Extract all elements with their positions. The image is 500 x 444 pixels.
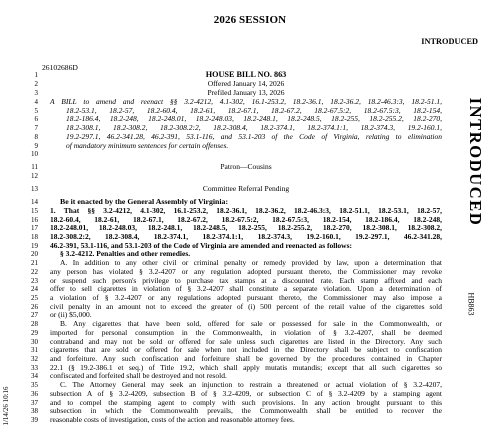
body-line: imported for personal consumption in the Commonwealth, in violation of § 3.2-4207, shall be deemed <box>50 328 442 337</box>
committee-referral: Committee Referral Pending <box>202 184 290 193</box>
line-number: 22 <box>31 268 38 276</box>
line-number: 33 <box>31 364 38 372</box>
line-number: 11 <box>31 163 38 171</box>
body-line: and forfeiture. Any such confiscation and forfeiture shall be governed by the procedures contained in Chapter <box>50 354 442 363</box>
bill-description-line: A BILL to amend and reenact §§ 3.2-4212, 4.1-302, 16.1-253.2, 18.2-36.1, 18.2-36.2, 18.2-46.3:3, 18.2-51.1, <box>50 97 442 106</box>
line-number: 35 <box>31 381 38 389</box>
line-number: 31 <box>31 346 38 354</box>
line-number: 21 <box>31 259 38 267</box>
line-number: 34 <box>31 372 38 380</box>
print-timestamp-text: 1/14/26 10:16 <box>2 386 10 426</box>
body-line: subsection in which the Commonwealth prevails, the Commonwealth shall be entitled to recover the <box>50 406 442 415</box>
line-number: 13 <box>31 185 38 193</box>
line-number: 37 <box>31 399 38 407</box>
bill-description-line: 18.2-186.4, 18.2-248, 18.2-248.01, 18.2-248.03, 18.2-248.1, 18.2-248.5, 18.2-255, 18.2-255.2, 18.2-270, <box>66 114 442 123</box>
patron: Patron—Cousins <box>220 162 272 171</box>
section-one-line: 1. That §§ 3.2-4212, 4.1-302, 16.1-253.2, 18.2-36.1, 18.2-36.2, 18.2-46.3:3, 18.2-51.1, 18.2-53.1, 18.2-57, <box>50 206 442 215</box>
section-one-line: 46.2-391, 53.1-116, and 53.1-203 of the Code of Virginia are amended and reenacted as follows: <box>50 241 353 250</box>
line-number: 16 <box>31 216 38 224</box>
body-line: and to compel the stamping agent to comply with such provisions. In any action brought pursuant to this <box>50 398 442 407</box>
body-line: civil penalty in an amount not to exceed the greater of (i) 500 percent of the retail value of the cigarettes sold <box>50 302 442 311</box>
body-line: a violation of § 3.2-4207 or any regulations adopted pursuant thereto, the Commissioner may also impose a <box>50 293 442 302</box>
line-number: 3 <box>34 89 38 97</box>
line-number: 5 <box>34 107 38 115</box>
body-line: any person has violated § 3.2-4207 or any regulation adopted pursuant thereto, the Commissioner may revoke <box>50 267 442 276</box>
introduced-label: INTRODUCED <box>421 37 478 46</box>
line-number: 32 <box>31 355 38 363</box>
line-number: 39 <box>31 416 38 424</box>
body-line: subsection A of § 3.2-4209, subsection B of § 3.2-4209, or subsection C of § 3.2-4209 by a stamping agent <box>50 389 442 398</box>
body-line: contraband and may not be sold or offered for sale unless such cigarettes are listed in the Directory. Any such <box>50 337 442 346</box>
line-number: 24 <box>31 285 38 293</box>
line-number: 19 <box>31 242 38 250</box>
body-line: C. The Attorney General may seek an injunction to restrain a threatened or actual violation of § 3.2-4207, <box>60 380 442 389</box>
line-number: 10 <box>31 150 38 158</box>
line-number: 14 <box>31 198 38 206</box>
body-line: reasonable costs of investigation, costs of the action and reasonable attorney fees. <box>50 415 295 424</box>
body-line: offer to sell cigarettes in violation of § 3.2-4207 shall constitute a separate violation. Upon a determination of <box>50 284 442 293</box>
line-number: 28 <box>31 320 38 328</box>
line-number: 17 <box>31 224 38 232</box>
bill-margin-tag <box>464 284 478 324</box>
line-number: 1 <box>34 71 38 79</box>
line-number: 9 <box>34 142 38 150</box>
line-number: 26 <box>31 303 38 311</box>
print-timestamp <box>0 376 12 436</box>
enacting-clause: Be it enacted by the General Assembly of Virginia: <box>60 197 229 206</box>
line-number: 7 <box>34 124 38 132</box>
introduced-vertical-text: INTRODUCED <box>466 97 485 227</box>
body-line: or suspend such person's privilege to purchase tax stamps at a discounted rate. Each stamp affixed and each <box>50 276 442 285</box>
bill-description-line: 18.2-308.1, 18.2-308.2, 18.2-308.2:2, 18.2-308.4, 18.2-374.1, 18.2-374.1:1, 18.2-374.3, 19.2-160.1, <box>66 123 442 132</box>
line-number: 15 <box>31 207 38 215</box>
line-number: 4 <box>34 98 38 106</box>
section-one-line: 18.2-60.4, 18.2-61, 18.2-67.1, 18.2-67.2, 18.2-67.5:2, 18.2-67.5:3, 18.2-154, 18.2-186.4, 18.2-248, <box>50 215 442 224</box>
line-number: 36 <box>31 390 38 398</box>
body-line: cigarettes that are sold or offered for sale when not included in the Directory shall be subject to confiscation <box>50 345 442 354</box>
line-number: 20 <box>31 250 38 258</box>
body-line: A. In addition to any other civil or criminal penalty or remedy provided by law, upon a determination that <box>60 258 442 267</box>
bill-margin-tag-text: HB863 <box>466 292 476 316</box>
line-number: 29 <box>31 329 38 337</box>
section-one-line: 18.2-308.2:2, 18.2-308.4, 18.2-374.1, 18.2-374.1:1, 18.2-374.3, 19.2-160.1, 19.2-297.1, 46.2-341.28, <box>50 232 442 241</box>
bill-description-line: 18.2-53.1, 18.2-57, 18.2-60.4, 18.2-61, 18.2-67.1, 18.2-67.2, 18.2-67.5:2, 18.2-67.5:3, 18.2-154, <box>66 106 442 115</box>
line-number: 8 <box>34 133 38 141</box>
prefiled-date: Prefiled January 13, 2026 <box>207 88 285 97</box>
line-number: 18 <box>31 233 38 241</box>
line-number: 6 <box>34 115 38 123</box>
bill-description-line: of mandatory minimum sentences for certain offenses. <box>66 141 229 150</box>
line-number: 30 <box>31 338 38 346</box>
body-line: 22.1 (§ 19.2-386.1 et seq.) of Title 19.2, which shall apply mutatis mutandis; except that all such cigarettes so <box>50 363 442 372</box>
line-number: 12 <box>31 172 38 180</box>
line-number: 25 <box>31 294 38 302</box>
line-number: 38 <box>31 407 38 415</box>
line-number: 27 <box>31 311 38 319</box>
section-heading: § 3.2-4212. Penalties and other remedies. <box>60 249 191 258</box>
line-number: 2 <box>34 80 38 88</box>
line-number: 23 <box>31 277 38 285</box>
offered-date: Offered January 14, 2026 <box>207 79 285 88</box>
body-line: or (ii) $5,000. <box>50 310 92 319</box>
section-one-line: 18.2-248.01, 18.2-248.03, 18.2-248.1, 18.2-248.5, 18.2-255, 18.2-255.2, 18.2-270, 18.2-308.1, 18.2-308.2, <box>50 223 442 232</box>
introduced-vertical-banner <box>459 86 491 238</box>
body-line: B. Any cigarettes that have been sold, offered for sale or possessed for sale in the Commonwealth, or <box>60 319 442 328</box>
bill-title: HOUSE BILL NO. 863 <box>205 70 287 79</box>
session-heading: 2026 SESSION <box>213 14 287 26</box>
document-id: 26102686D <box>42 63 78 72</box>
body-line: confiscated and forfeited shall be destroyed and not resold. <box>50 371 227 380</box>
bill-description-line: 19.2-297.1, 46.2-341.28, 46.2-391, 53.1-116, and 53.1-203 of the Code of Virginia, relating to elimination <box>66 132 442 141</box>
